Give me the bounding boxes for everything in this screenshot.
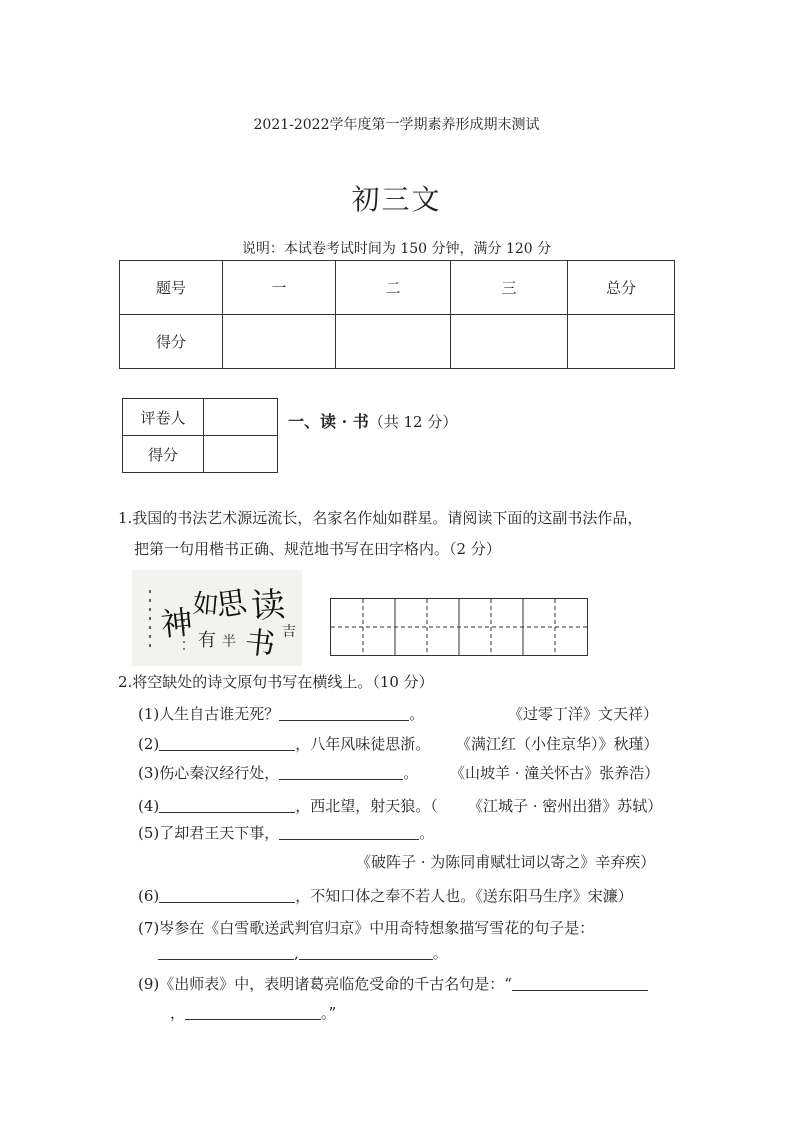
item-source: 《破阵子 · 为陈同甫赋壮词以寄之》辛弃疾）: [356, 853, 656, 871]
page-title: 初三文: [351, 183, 442, 216]
item-source: 《满江红（小住京华）》秋瑾）: [456, 735, 659, 753]
reviewer-cell[interactable]: [204, 399, 278, 436]
answer-blank[interactable]: [159, 734, 295, 751]
item-text: 。: [419, 824, 435, 842]
question-1-line1: 1.我国的书法艺术源远流长，名家名作灿如群星。请阅读下面的这副书法作品，: [118, 509, 643, 527]
score-header-cell: 一: [223, 261, 336, 315]
writing-grid-lines: [331, 599, 587, 655]
grader-score-label: 得分: [123, 436, 204, 473]
score-cell[interactable]: [223, 315, 336, 369]
exam-note: 说明：本试卷考试时间为 150 分钟，满分 120 分: [241, 241, 552, 257]
score-table-header-row: [120, 261, 675, 315]
question-2-item: [138, 795, 438, 816]
item-text: 。”: [321, 1004, 337, 1022]
score-table-score-row: [120, 315, 675, 369]
calligraphy-char: 读: [249, 584, 287, 627]
item-text: (6): [138, 887, 160, 905]
question-2-stem: 2.将空缺处的诗文原句书写在横线上。（10 分）: [118, 673, 434, 691]
calligraphy-char: 半: [222, 634, 236, 650]
grader-table: [122, 398, 278, 473]
item-source: 《过零丁洋》文天祥）: [508, 705, 659, 723]
item-text: (9)《出师表》中，表明诸葛亮临危受命的千古名句是：“: [138, 975, 512, 993]
writing-grid[interactable]: [330, 598, 588, 656]
calligraphy-image: [132, 570, 302, 666]
item-text: 。: [403, 764, 419, 782]
item-source: 《送东阳马生序》宋濂）: [475, 887, 633, 905]
reviewer-label: 评卷人: [123, 399, 204, 436]
item-text: ，八年风味徒思浙。: [295, 735, 431, 753]
grader-score-cell[interactable]: [204, 436, 278, 473]
answer-blank[interactable]: [279, 704, 409, 721]
score-cell[interactable]: [568, 315, 675, 369]
question-2-item: [138, 917, 594, 938]
item-text: 。: [432, 944, 448, 962]
item-text: (5)了却君王天下事，: [138, 824, 280, 842]
score-header-cell: 三: [451, 261, 568, 315]
score-header-cell: 二: [336, 261, 451, 315]
calligraphy-char: 吉: [282, 624, 296, 640]
score-cell[interactable]: [451, 315, 568, 369]
score-cell[interactable]: [336, 315, 451, 369]
calligraphy-char: 书: [243, 625, 277, 664]
question-2-item: [138, 885, 633, 906]
answer-blank[interactable]: [512, 974, 648, 991]
answer-blank[interactable]: [299, 943, 433, 960]
exam-header: 2021-2022学年度第一学期素养形成期末测试: [253, 117, 540, 133]
answer-blank[interactable]: [279, 823, 419, 840]
score-header-cell: 总分: [568, 261, 675, 315]
item-text: ,: [294, 944, 299, 962]
item-text: ，不知口体之奉不若人也。: [295, 887, 476, 905]
item-text: (1)人生自古谁无死？: [138, 705, 280, 723]
score-row-label: 得分: [120, 315, 223, 369]
item-text: (3)伤心秦汉经行处，: [138, 764, 280, 782]
item-source: 《山坡羊 · 潼关怀古》张养浩）: [450, 764, 660, 782]
score-table: [119, 260, 675, 369]
question-2-item: [138, 703, 424, 724]
item-text: ，西北望，射天狼。（: [295, 797, 438, 815]
item-text: ，: [170, 1004, 186, 1022]
answer-blank[interactable]: [159, 886, 295, 903]
answer-blank[interactable]: [158, 943, 294, 960]
answer-blank[interactable]: [185, 1003, 321, 1020]
item-text: 。: [409, 705, 425, 723]
calligraphy-art: [132, 570, 302, 666]
question-1-line2: 把第一句用楷书正确、规范地书写在田字格内。（2 分）: [134, 540, 501, 558]
section-points: （共 12 分）: [368, 413, 458, 431]
question-2-item-blanks: [158, 942, 448, 963]
calligraphy-char: 如: [191, 589, 220, 622]
question-2-item: [138, 733, 430, 754]
calligraphy-char: 有: [198, 630, 216, 651]
item-source: 《江城子 · 密州出猎》苏轼）: [468, 797, 663, 815]
answer-blank[interactable]: [159, 796, 295, 813]
score-header-cell: 题号: [120, 261, 223, 315]
question-2-item: [138, 762, 418, 783]
section-title-text: 一、读 · 书: [288, 412, 369, 431]
calligraphy-char: 神: [158, 602, 195, 644]
calligraphy-char: 思: [214, 585, 249, 624]
question-2-item: [138, 973, 648, 994]
item-text: (2): [138, 735, 160, 753]
question-2-item-blanks: [170, 1002, 336, 1023]
section-title: [288, 409, 457, 432]
question-2-item: [138, 822, 434, 843]
item-text: (4): [138, 797, 160, 815]
item-text: (7)岑参在《白雪歌送武判官归京》中用奇特想象描写雪花的句子是：: [138, 919, 595, 937]
answer-blank[interactable]: [279, 763, 403, 780]
